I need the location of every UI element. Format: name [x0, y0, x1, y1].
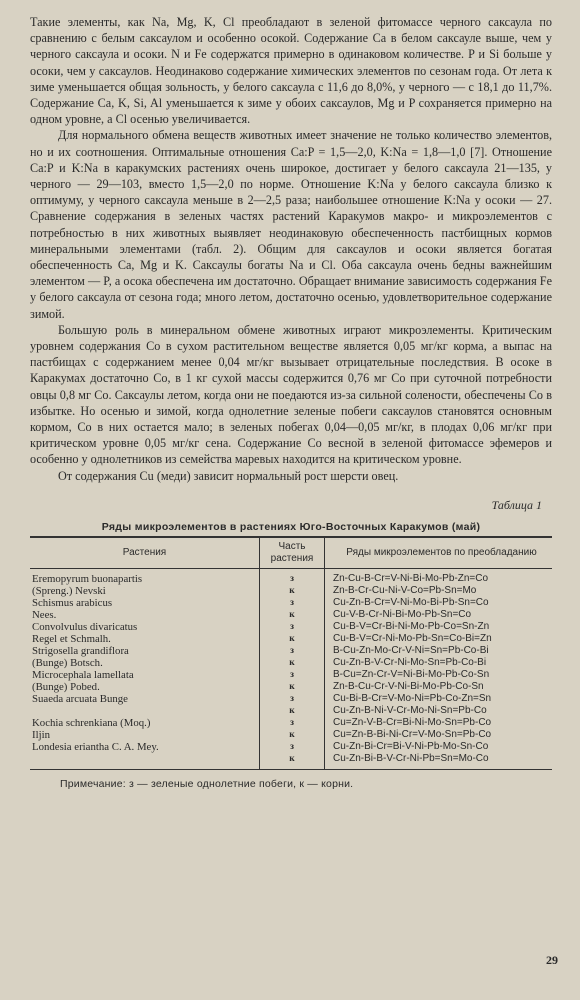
cell-part: к [260, 681, 325, 693]
cell-series: Zn-B-Cr-Cu-Ni-V-Co=Pb-Sn=Mo [333, 584, 477, 596]
cell-plant: (Bunge) Pobed. [32, 680, 100, 693]
cell-plant: Eremopyrum buonapartis [32, 572, 143, 585]
page-number: 29 [546, 953, 558, 967]
cell-plant: Kochia schrenkiana (Moq.) [32, 716, 151, 729]
cell-series: Cu-Zn-B-Ni-V-Cr-Mo-Ni-Sn=Pb-Co [333, 704, 487, 716]
cell-part: к [260, 753, 325, 770]
table-header-row [30, 537, 552, 569]
microelements-table [30, 536, 552, 770]
cell-part: з [260, 597, 325, 609]
cell-series: Cu-Zn-Bi-B-V-Cr-Ni-Pb=Sn=Mo-Co [325, 753, 553, 770]
cell-series: Cu-B-V=Cr-Ni-Mo-Pb-Sn=Co-Bi=Zn [333, 632, 492, 644]
table-row [30, 657, 552, 669]
cell-plant: (Bunge) Botsch. [32, 656, 103, 669]
table-row [30, 681, 552, 693]
table-body [30, 568, 552, 769]
table-row [30, 621, 552, 633]
cell-plant: Schismus arabicus [32, 596, 113, 609]
cell-series: Zn-Cu-B-Cr=V-Ni-Bi-Mo-Pb-Zn=Co [333, 572, 489, 584]
cell-part: к [260, 633, 325, 645]
table-row [30, 597, 552, 609]
table-row [30, 585, 552, 597]
cell-series: Cu-Bi-B-Cr=V-Mo-Ni=Pb-Co-Zn=Sn [333, 692, 492, 704]
table-row [30, 705, 552, 717]
cell-part: к [260, 729, 325, 741]
cell-plant: Microcephala lamellata [32, 668, 134, 681]
table-row [30, 717, 552, 729]
cell-series: Cu-Zn-Bi-Cr=Bi-V-Ni-Pb-Mo-Sn-Co [333, 740, 489, 752]
table-label: Таблица 1 [491, 497, 542, 512]
header-plant-part: Часть растения [260, 537, 325, 569]
cell-part: з [260, 717, 325, 729]
cell-series: Cu=Zn-B-Bi-Ni-Cr=V-Mo-Sn=Pb-Co [333, 728, 492, 740]
cell-plant: Iljin [32, 728, 50, 741]
cell-plant [30, 705, 260, 717]
table-row [30, 693, 552, 705]
cell-part: к [260, 609, 325, 621]
table-row [30, 741, 552, 753]
cell-part: к [260, 585, 325, 597]
cell-series: Cu=Zn-V-B-Cr=Bi-Ni-Mo-Sn=Pb-Co [333, 716, 492, 728]
table-row [30, 633, 552, 645]
cell-series: Cu-B-V=Cr-Bi-Ni-Mo-Pb-Co=Sn-Zn [333, 620, 490, 632]
table-row [30, 568, 552, 585]
table-row [30, 609, 552, 621]
cell-part: з [260, 568, 325, 585]
cell-series: Zn-B-Cu-Cr-V-Ni-Bi-Mo-Pb-Co-Sn [333, 680, 484, 692]
cell-plant: (Spreng.) Nevski [32, 584, 106, 597]
cell-part: з [260, 693, 325, 705]
cell-part: з [260, 621, 325, 633]
table-row [30, 645, 552, 657]
cell-plant: Strigosella grandiflora [32, 644, 129, 657]
cell-part: к [260, 705, 325, 717]
cell-series: Cu-Zn-B-V-Cr-Ni-Mo-Sn=Pb-Co-Bi [333, 656, 487, 668]
cell-plant: Nees. [32, 608, 57, 621]
paragraph-2: Для нормального обмена веществ животных имеет значение не только количество элементов, но и их соотношения. Оптимальные отношения Ca:P = 1,5—2,0, K:Na = 1,8—1,0 [7]. Отношение Ca:P и K:Na в каракумских растениях очень широкое, достигает у белого саксаула 21—135, у черного — 29—103, вместо 1,5—2,0 по норме. Отношение K:Na у белого саксаула близко к оптимуму, у черного саксаула меньше в 2—2,5 раза; наибольшее отношение K:Na у осоки — 27. Сравнение содержания в зеленых частях растений Каракумов макро- и микроэлементов с потребностью в них животных выявляет неодинаковую обеспеченность пастбищных кормов минеральными элементами (табл. 2). Общим для саксаулов и осоки является богатая обеспеченность Ca, Mg и K. Саксаулы богаты Na и Cl. Оба саксаула очень бедны важнейшим элементом — P, а осока обеспечена им достаточно. Обращает внимание зависимость содержания Fe у белого саксаула от сезона года; много летом, достаточно осенью, удовлетворительное содержание зимой. [30, 128, 552, 321]
table-title: Ряды микроэлементов в растениях Юго-Восточных Каракумов (май) [101, 520, 481, 533]
paragraph-3: Большую роль в минеральном обмене животных играют микроэлементы. Критическим уровнем содержания Co в сухом растительном веществе является 0,05 мг/кг корма, а выпас на пастбищах с содержанием менее 0,04 мг/кг вызывает отрицательные последствия. В осоке в Каракумах достаточно Co, в 1 кг сухой массы содержится 0,76 мг Co при суточной потребности овцы 0,8 мг Co. Саксаулы летом, когда они не поедаются из-за сильной солености, обеспечены Co в избытке. Но осенью и зимой, когда однолетние зеленые побеги саксаулов становятся основным кормом, Co в них остается мало; в зеленых побегах 0,04—0,05 мг/кг, в плодах 0,06 мг/кг при критическом уровне 0,05 мг/кг сена. Содержание Co весной в зеленой фитомассе эфемеров и особенно у однолетников из семейства маревых находится на критическом уровне. [30, 322, 552, 467]
paragraph-1: Такие элементы, как Na, Mg, K, Cl преобладают в зеленой фитомассе черного саксаула по сравнению с белым саксаулом и особенно осокой. Содержание Ca в белом саксауле выше, чем у черного саксаула и осоки. N и Fe содержатся примерно в одинаковом количестве. P и Si больше у осоки, чем у саксаулов. Неодинаково содержание химических элементов по сезонам года. От лета к зиме уменьшается общая зольность, у белого саксаула с 11,6 до 8,0%, у черного — с 18,1 до 11,7%. Содержание Ca, K, Si, Al уменьшается к зиме у обоих саксаулов, Mg и P сохраняется примерно на одном уровне, а Cl осенью увеличивается. [30, 15, 552, 127]
table-row [30, 669, 552, 681]
header-series: Ряды микроэлементов по преобладанию [325, 537, 553, 569]
cell-plant: Regel et Schmalh. [32, 632, 111, 645]
cell-part: з [260, 645, 325, 657]
table-row [30, 753, 552, 770]
cell-plant: Londesia eriantha C. A. Mey. [32, 740, 159, 753]
cell-part: з [260, 669, 325, 681]
cell-plant [30, 753, 260, 770]
cell-series: B-Cu-Zn-Mo-Cr-V-Ni=Sn=Pb-Co-Bi [333, 644, 489, 656]
cell-series: Cu-Zn-B-Cr=V-Ni-Mo-Bi-Pb-Sn=Co [333, 596, 489, 608]
cell-series: B-Cu=Zn-Cr-V=Ni-Bi-Mo-Pb-Co-Sn [333, 668, 490, 680]
cell-plant: Suaeda arcuata Bunge [32, 692, 128, 705]
cell-plant: Convolvulus divaricatus [32, 620, 138, 633]
cell-part: з [260, 741, 325, 753]
cell-part: к [260, 657, 325, 669]
cell-series: Cu-V-B-Cr-Ni-Bi-Mo-Pb-Sn=Co [333, 608, 472, 620]
header-plants: Растения [30, 537, 260, 569]
table-note: Примечание: з — зеленые однолетние побеги, к — корни. [60, 777, 354, 790]
paragraph-4: От содержания Cu (меди) зависит нормальный рост шерсти овец. [58, 468, 399, 483]
table-row [30, 729, 552, 741]
